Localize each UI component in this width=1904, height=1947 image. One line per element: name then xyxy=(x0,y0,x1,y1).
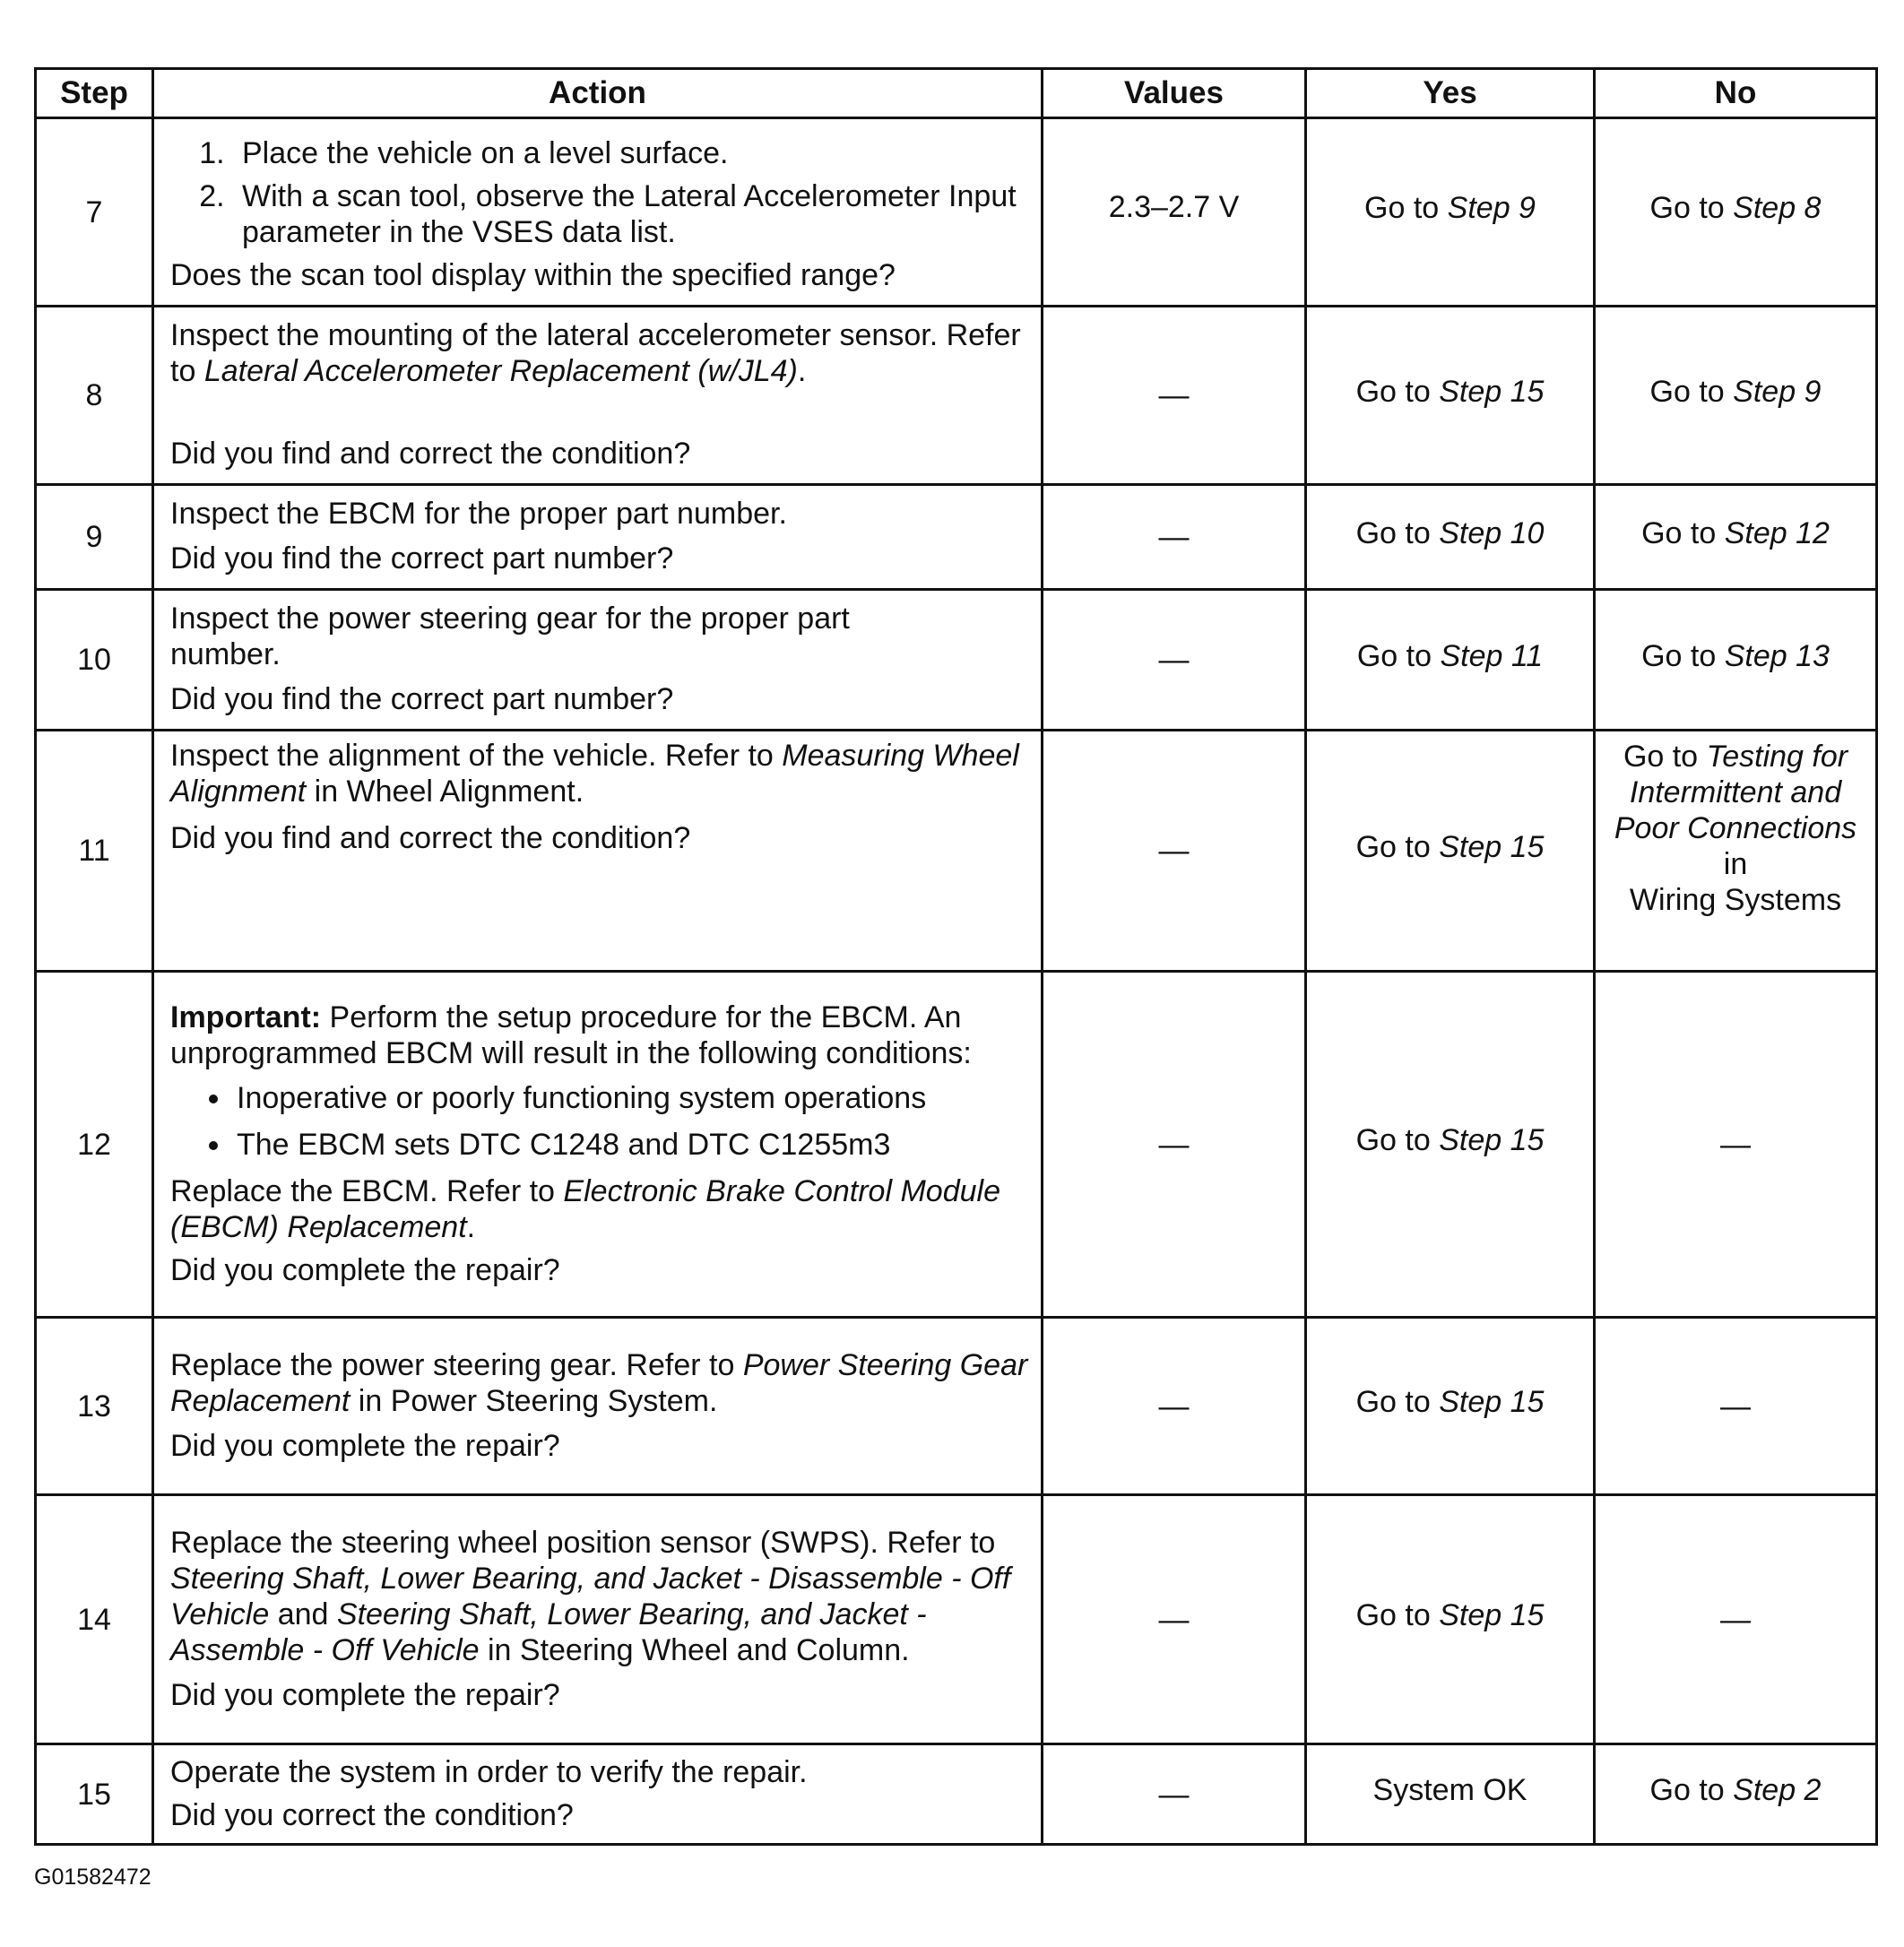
no-suffix: in xyxy=(1723,847,1748,881)
header-step: Step xyxy=(36,69,153,118)
step-number: 8 xyxy=(36,307,153,485)
action-text xyxy=(170,1347,1028,1419)
action-cell xyxy=(153,731,1043,972)
action-question: Did you complete the repair? xyxy=(170,1428,560,1463)
action-cell xyxy=(153,1495,1043,1744)
figure-id: G01582472 xyxy=(34,1865,151,1890)
action-cell xyxy=(153,118,1043,307)
yes-step-link[interactable]: Step 15 xyxy=(1439,1123,1545,1157)
values-cell: 2.3–2.7 V xyxy=(1043,118,1306,307)
yes-cell xyxy=(1306,731,1595,972)
action-text-part: Replace the power steering gear. Refer to xyxy=(170,1347,743,1382)
no-cell xyxy=(1595,1744,1877,1845)
table-row-step-13 xyxy=(36,1318,1877,1495)
yes-prefix: Go to xyxy=(1356,638,1432,673)
reference-link[interactable]: Lateral Accelerometer Replacement (w/JL4) xyxy=(203,354,798,388)
action-question: Did you correct the condition? xyxy=(170,1797,574,1832)
yes-cell xyxy=(1306,118,1595,307)
spacer xyxy=(170,672,1028,681)
no-prefix: Go to xyxy=(1623,740,1699,774)
action-question: Does the scan tool display within the specified range? xyxy=(170,257,896,292)
yes-prefix: Go to xyxy=(1355,374,1431,409)
yes-step-link[interactable]: Step 15 xyxy=(1439,829,1545,864)
action-cell xyxy=(153,1318,1043,1495)
step-number: 13 xyxy=(36,1318,153,1495)
spacer xyxy=(170,1419,1028,1428)
reference-link[interactable]: Steering Shaft, Lower Bearing, and Jacket - Assemble - Off Vehicle xyxy=(170,1597,927,1667)
no-reference-link[interactable]: Testing for Intermittent and Poor Connections xyxy=(1614,740,1857,845)
no-cell: — xyxy=(1595,1495,1877,1744)
list-item: • Inoperative or poorly functioning system operations xyxy=(233,1080,1028,1116)
action-cell xyxy=(153,485,1043,590)
values-cell: — xyxy=(1043,972,1306,1318)
no-step-link[interactable]: Step 13 xyxy=(1724,638,1830,673)
action-text-part: Inspect the alignment of the vehicle. Refer to xyxy=(170,739,783,773)
table-row-step-10 xyxy=(36,590,1877,731)
no-prefix: Go to xyxy=(1641,638,1717,673)
reference-link[interactable]: Measuring Wheel Alignment xyxy=(170,739,1019,809)
yes-step-link[interactable]: Step 10 xyxy=(1439,515,1545,550)
table-row-step-8 xyxy=(36,307,1877,485)
yes-prefix: Go to xyxy=(1355,1123,1431,1157)
table-row-step-14 xyxy=(36,1495,1877,1744)
action-cell xyxy=(153,307,1043,485)
step-number: 10 xyxy=(36,590,153,731)
yes-cell xyxy=(1306,485,1595,590)
action-text-part: Replace the steering wheel position sensor (SWPS). Refer to xyxy=(170,1525,996,1560)
step-number: 7 xyxy=(36,118,153,307)
step-number: 12 xyxy=(36,972,153,1318)
action-text: Operate the system in order to verify the repair. xyxy=(170,1754,808,1789)
action-text-end: in Wheel Alignment. xyxy=(306,774,584,809)
important-text: Perform the setup procedure for the EBCM. An unprogrammed EBCM will result in the following conditions: xyxy=(170,999,972,1070)
header-row xyxy=(36,69,1877,118)
action-question: Did you find and correct the condition? xyxy=(170,821,691,855)
action-question: Did you find the correct part number? xyxy=(170,682,674,716)
action-question: Did you complete the repair? xyxy=(170,1677,560,1712)
no-step-link[interactable]: Step 12 xyxy=(1724,515,1830,550)
action-text-part: Replace the EBCM. Refer to xyxy=(170,1173,564,1208)
reference-link[interactable]: Power Steering Gear Replacement xyxy=(170,1347,1028,1418)
values-cell: — xyxy=(1043,731,1306,972)
yes-prefix: Go to xyxy=(1355,515,1431,550)
action-text: Inspect the power steering gear for the proper part number. xyxy=(170,601,850,671)
action-text xyxy=(170,317,1028,389)
table-row-step-12 xyxy=(36,972,1877,1318)
no-step-link[interactable]: Step 8 xyxy=(1733,191,1822,225)
header-no: No xyxy=(1595,69,1877,118)
yes-step-link[interactable]: Step 9 xyxy=(1447,191,1536,225)
yes-step-link[interactable]: Step 15 xyxy=(1439,374,1545,409)
no-cell xyxy=(1595,731,1877,972)
header-action: Action xyxy=(153,69,1043,118)
yes-prefix: Go to xyxy=(1364,191,1440,225)
values-cell: — xyxy=(1043,1495,1306,1744)
step-number: 9 xyxy=(36,485,153,590)
yes-cell xyxy=(1306,1495,1595,1744)
action-text-part: and xyxy=(269,1597,337,1631)
no-prefix: Go to xyxy=(1649,374,1725,409)
yes-cell: System OK xyxy=(1306,1744,1595,1845)
numbered-list xyxy=(170,135,1028,250)
yes-cell xyxy=(1306,307,1595,485)
reference-link[interactable]: Steering Shaft, Lower Bearing, and Jacket - Disassemble - Off Vehicle xyxy=(170,1561,1011,1631)
spacer xyxy=(170,856,1028,962)
values-cell: — xyxy=(1043,1318,1306,1495)
spacer xyxy=(170,389,1028,436)
important-note xyxy=(170,999,1028,1071)
spacer xyxy=(170,1245,1028,1252)
no-prefix: Go to xyxy=(1641,515,1717,550)
no-cell: — xyxy=(1595,972,1877,1318)
spacer xyxy=(170,1790,1028,1797)
action-text-end: in Power Steering System. xyxy=(350,1383,718,1418)
yes-prefix: Go to xyxy=(1355,1598,1431,1632)
yes-prefix: Go to xyxy=(1355,829,1431,864)
step-number: 14 xyxy=(36,1495,153,1744)
header-yes: Yes xyxy=(1306,69,1595,118)
action-text xyxy=(170,738,1028,809)
yes-step-link[interactable]: Step 15 xyxy=(1439,1385,1545,1419)
no-step-link[interactable]: Step 2 xyxy=(1733,1773,1822,1807)
important-label: Important: xyxy=(170,999,322,1034)
table-row-step-11 xyxy=(36,731,1877,972)
action-text-part: Inspect the mounting of the lateral accelerometer sensor. Refer to xyxy=(170,318,1021,388)
action-question: Did you find the correct part number? xyxy=(170,541,674,575)
table-row-step-7 xyxy=(36,118,1877,307)
no-cell: — xyxy=(1595,1318,1877,1495)
yes-cell xyxy=(1306,590,1595,731)
bullet-list xyxy=(170,1080,1028,1163)
table-row-step-15 xyxy=(36,1744,1877,1845)
header-values: Values xyxy=(1043,69,1306,118)
action-question: Did you complete the repair? xyxy=(170,1252,560,1287)
spacer xyxy=(170,1668,1028,1677)
list-item: 2. With a scan tool, observe the Lateral Accelerometer Input parameter in the VSES data list. xyxy=(233,178,1028,250)
action-text: Inspect the EBCM for the proper part number. xyxy=(170,497,787,531)
yes-prefix: Go to xyxy=(1355,1385,1431,1419)
step-number: 11 xyxy=(36,731,153,972)
action-text-end: . xyxy=(466,1209,476,1244)
list-item: • The EBCM sets DTC C1248 and DTC C1255m3 xyxy=(233,1127,1028,1163)
yes-step-link[interactable]: Step 11 xyxy=(1440,638,1544,673)
action-text-end: . xyxy=(797,354,807,388)
spacer xyxy=(170,532,1028,541)
diagnostic-table xyxy=(34,67,1878,1846)
action-cell xyxy=(153,1744,1043,1845)
no-cell xyxy=(1595,307,1877,485)
values-cell: — xyxy=(1043,590,1306,731)
no-suffix: Wiring Systems xyxy=(1629,883,1842,917)
no-cell xyxy=(1595,485,1877,590)
table-row-step-9 xyxy=(36,485,1877,590)
values-cell: — xyxy=(1043,1744,1306,1845)
yes-step-link[interactable]: Step 15 xyxy=(1439,1598,1545,1632)
no-step-link[interactable]: Step 9 xyxy=(1733,374,1822,409)
action-cell xyxy=(153,590,1043,731)
no-prefix: Go to xyxy=(1649,1773,1725,1807)
reference-link[interactable]: Electronic Brake Control Module (EBCM) Replacement xyxy=(170,1173,1000,1244)
spacer xyxy=(170,809,1028,820)
yes-cell xyxy=(1306,1318,1595,1495)
action-text xyxy=(170,1173,1028,1245)
action-text-end: in Steering Wheel and Column. xyxy=(479,1632,910,1667)
action-text xyxy=(170,1525,1028,1668)
no-cell xyxy=(1595,590,1877,731)
yes-cell xyxy=(1306,972,1595,1318)
step-number: 15 xyxy=(36,1744,153,1845)
values-cell: — xyxy=(1043,485,1306,590)
values-cell: — xyxy=(1043,307,1306,485)
action-cell xyxy=(153,972,1043,1318)
no-prefix: Go to xyxy=(1649,191,1725,225)
list-item: 1. Place the vehicle on a level surface. xyxy=(233,135,1028,171)
no-cell xyxy=(1595,118,1877,307)
action-question: Did you find and correct the condition? xyxy=(170,437,691,471)
